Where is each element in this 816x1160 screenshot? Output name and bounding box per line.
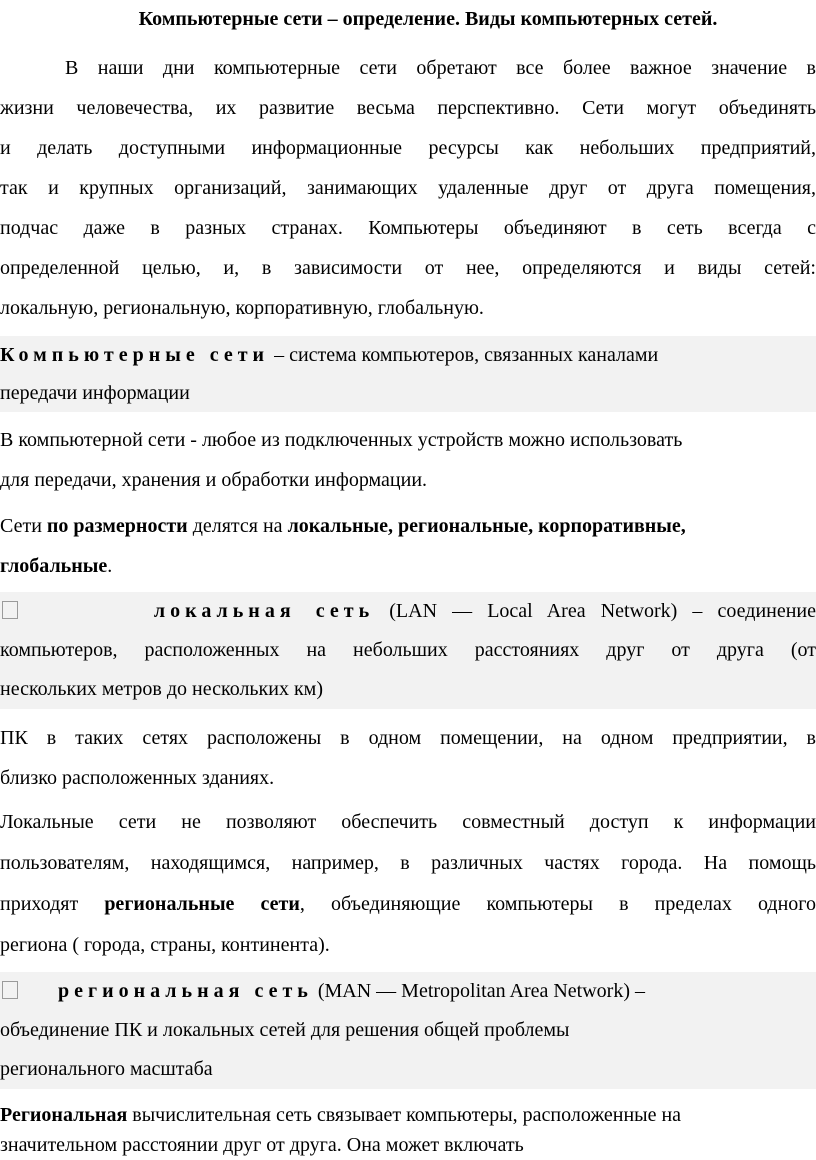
text-line: близко расположенных зданиях. <box>0 767 275 789</box>
bullet-icon <box>2 601 18 619</box>
lan-block <box>0 592 816 709</box>
lan-text: компьютеров, расположенных на небольших расстояниях друг от друга (от <box>0 639 816 661</box>
text-line: так и крупных организаций, занимающих удаленные друг от друга помещения, <box>0 177 816 199</box>
devices-paragraph <box>0 420 816 500</box>
bold-term: по размерности <box>46 515 188 537</box>
text-span: , объединяющие компьютеры в пределах одного <box>299 893 816 915</box>
text-line: и делать доступными информационные ресурсы как небольших предприятий, <box>0 137 816 159</box>
pc-paragraph <box>0 718 816 798</box>
page-title: Компьютерные сети – определение. Виды компьютерных сетей. <box>138 8 718 30</box>
lan-term: локальная сеть <box>153 600 375 622</box>
text-line: жизни человечества, их развитие весьма перспективно. Сети могут объединять <box>0 97 816 119</box>
definition-term: Компьютерные сети <box>0 344 270 366</box>
text-line: ПК в таких сетях расположены в одном помещении, на одном предприятии, в <box>0 727 816 749</box>
lan-text: (LAN — Local Area Network) – соединение <box>374 600 816 622</box>
lan-text: нескольких метров до нескольких км) <box>0 678 323 700</box>
text-line: региона ( города, страны, континента). <box>0 934 330 956</box>
man-block <box>0 972 816 1089</box>
man-text: (MAN — Metropolitan Area Network) – <box>312 980 645 1002</box>
bold-term: глобальные <box>0 555 108 577</box>
text-line: подчас даже в разных странах. Компьютеры объединяют в сеть всегда с <box>0 217 816 239</box>
man-term: региональная сеть <box>58 980 313 1002</box>
text-line: Локальные сети не позволяют обеспечить совместный доступ к информации <box>0 811 816 833</box>
text-line: В наши дни компьютерные сети обретают все более важное значение в <box>65 57 816 79</box>
text-line: значительном расстоянии друг от друга. Она может включать <box>0 1134 524 1156</box>
definition-text: – система компьютеров, связанных каналами <box>269 344 659 366</box>
man-text: объединение ПК и локальных сетей для решения общей проблемы <box>0 1019 570 1041</box>
text-span: Сети <box>0 515 47 537</box>
text-line: В компьютерной сети - любое из подключенных устройств можно использовать <box>0 429 683 451</box>
local-limits-paragraph <box>0 802 816 966</box>
bold-term: локальные, региональные, корпоративные, <box>287 515 686 537</box>
bold-term: Региональная <box>0 1104 128 1126</box>
text-span: . <box>107 555 113 577</box>
man-text: регионального масштаба <box>0 1058 213 1080</box>
definition-block <box>0 336 816 412</box>
text-span: делятся на <box>187 515 288 537</box>
bullet-icon <box>2 981 18 999</box>
text-line: определенной целью, и, в зависимости от нее, определяются и виды сетей: <box>0 257 816 279</box>
bold-term: региональные сети <box>104 893 300 915</box>
regional-paragraph <box>0 1100 816 1160</box>
definition-text: передачи информации <box>0 382 190 404</box>
text-line: для передачи, хранения и обработки информации. <box>0 469 428 491</box>
size-paragraph <box>0 506 816 586</box>
text-span: вычислительная сеть связывает компьютеры, расположенные на <box>127 1104 682 1126</box>
intro-paragraph <box>0 48 816 328</box>
text-line: локальную, региональную, корпоративную, глобальную. <box>0 297 484 319</box>
text-span: приходят <box>0 893 105 915</box>
text-line: пользователям, находящимся, например, в различных частях города. На помощь <box>0 852 816 874</box>
